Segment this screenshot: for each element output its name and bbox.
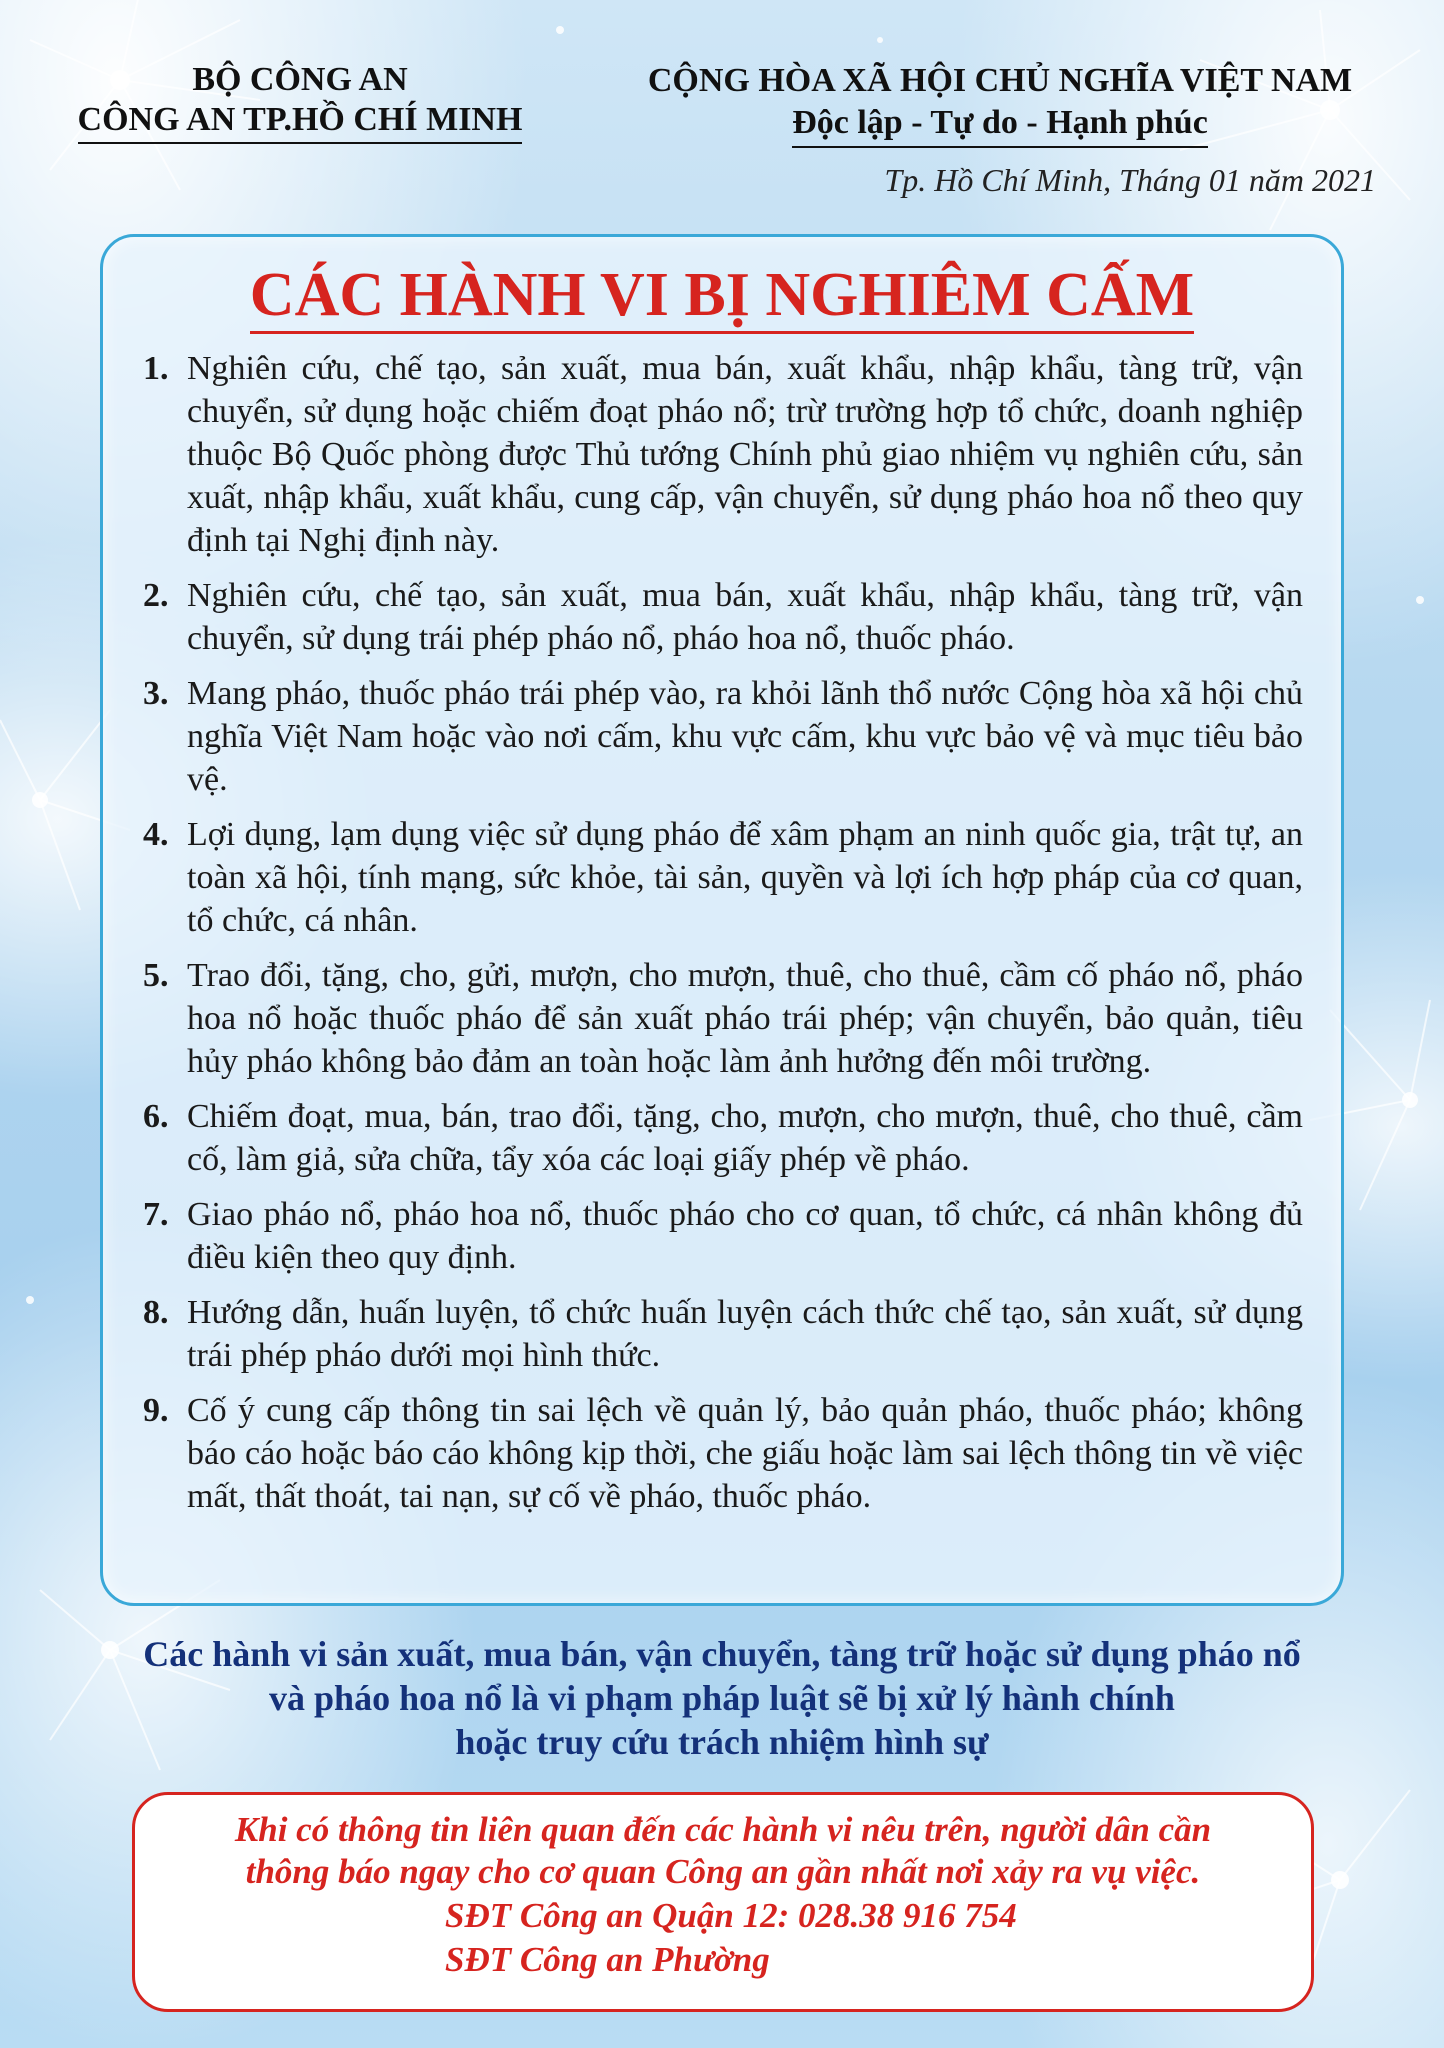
- item-text: Giao pháo nổ, pháo hoa nổ, thuốc pháo cho cơ quan, tổ chức, cá nhân không đủ điều kiện theo quy định.: [187, 1196, 1303, 1276]
- item-number: 1.: [143, 350, 169, 387]
- warning-line: Các hành vi sản xuất, mua bán, vận chuyển, tàng trữ hoặc sử dụng pháo nổ: [143, 1634, 1301, 1674]
- report-notice-box: [132, 1792, 1314, 2012]
- item-number: 8.: [143, 1294, 169, 1331]
- panel-title: [103, 259, 1341, 334]
- list-item: [143, 1095, 1303, 1181]
- prohibited-acts-panel: [100, 234, 1344, 1606]
- item-text: Mang pháo, thuốc pháo trái phép vào, ra khỏi lãnh thổ nước Cộng hòa xã hội chủ nghĩa Việt Nam hoặc vào nơi cấm, khu vực cấm, khu vực bảo vệ và mục tiêu bảo vệ.: [187, 675, 1303, 798]
- warning-line: và pháo hoa nổ là vi phạm pháp luật sẽ bị xử lý hành chính: [269, 1678, 1175, 1718]
- police-department-name: CÔNG AN TP.HỒ CHÍ MINH: [78, 100, 523, 144]
- list-item: [143, 1389, 1303, 1518]
- item-text: Nghiên cứu, chế tạo, sản xuất, mua bán, xuất khẩu, nhập khẩu, tàng trữ, vận chuyển, sử dụng hoặc chiếm đoạt pháo nổ; trừ trường hợp tổ chức, doanh nghiệp thuộc Bộ Quốc phòng được Thủ tướng Chính phủ giao nhiệm vụ nghiên cứu, sản xuất, nhập khẩu, xuất khẩu, cung cấp, vận chuyển, sử dụng pháo hoa nổ theo quy định tại Nghị định này.: [187, 350, 1303, 559]
- prohibited-acts-list: [143, 347, 1303, 1530]
- list-item: [143, 813, 1303, 942]
- legal-warning: [30, 1632, 1414, 1764]
- country-name: CỘNG HÒA XÃ HỘI CHỦ NGHĨA VIỆT NAM: [647, 62, 1353, 99]
- district-police-phone: SĐT Công an Quận 12: 028.38 916 754: [445, 1896, 1017, 1935]
- item-number: 3.: [143, 675, 169, 712]
- ward-police-phone: SĐT Công an Phường: [445, 1940, 770, 1979]
- list-item: [143, 347, 1303, 562]
- item-text: Hướng dẫn, huấn luyện, tổ chức huấn luyện cách thức chế tạo, sản xuất, sử dụng trái phép pháo dưới mọi hình thức.: [187, 1294, 1303, 1374]
- item-text: Trao đổi, tặng, cho, gửi, mượn, cho mượn, thuê, cho thuê, cầm cố pháo nổ, pháo hoa nổ hoặc thuốc pháo để sản xuất pháo trái phép; vận chuyển, bảo quản, tiêu hủy pháo không bảo đảm an toàn hoặc làm ảnh hưởng đến môi trường.: [187, 957, 1303, 1080]
- list-item: [143, 1193, 1303, 1279]
- list-item: [143, 672, 1303, 801]
- ministry-name: BỘ CÔNG AN: [192, 61, 408, 98]
- item-text: Lợi dụng, lạm dụng việc sử dụng pháo để xâm phạm an ninh quốc gia, trật tự, an toàn xã hội, tính mạng, sức khỏe, tài sản, quyền và lợi ích hợp pháp của cơ quan, tổ chức, cá nhân.: [187, 816, 1303, 939]
- panel-title-text: CÁC HÀNH VI BỊ NGHIÊM CẤM: [250, 259, 1194, 334]
- item-number: 4.: [143, 816, 169, 853]
- notice-message: [135, 1809, 1311, 1893]
- notice-line: Khi có thông tin liên quan đến các hành vi nêu trên, người dân cần: [234, 1810, 1212, 1849]
- item-number: 9.: [143, 1392, 169, 1429]
- list-item: [143, 1291, 1303, 1377]
- national-motto: Độc lập - Tự do - Hạnh phúc: [792, 102, 1208, 148]
- list-item: [143, 954, 1303, 1083]
- item-text: Nghiên cứu, chế tạo, sản xuất, mua bán, xuất khẩu, nhập khẩu, tàng trữ, vận chuyển, sử dụng trái phép pháo nổ, pháo hoa nổ, thuốc pháo.: [187, 577, 1303, 657]
- item-text: Chiếm đoạt, mua, bán, trao đổi, tặng, cho, mượn, cho mượn, thuê, cho thuê, cầm cố, làm giả, sửa chữa, tẩy xóa các loại giấy phép về pháo.: [187, 1098, 1303, 1178]
- notice-line: thông báo ngay cho cơ quan Công an gần nhất nơi xảy ra vụ việc.: [245, 1852, 1201, 1891]
- issuer-block: [40, 60, 560, 144]
- list-item: [143, 574, 1303, 660]
- warning-line: hoặc truy cứu trách nhiệm hình sự: [455, 1722, 989, 1762]
- item-text: Cố ý cung cấp thông tin sai lệch về quản lý, bảo quản pháo, thuốc pháo; không báo cáo hoặc báo cáo không kịp thời, che giấu hoặc làm sai lệch thông tin về việc mất, thất thoát, tai nạn, sự cố về pháo, thuốc pháo.: [187, 1392, 1303, 1515]
- item-number: 5.: [143, 957, 169, 994]
- item-number: 6.: [143, 1098, 169, 1135]
- item-number: 2.: [143, 577, 169, 614]
- national-title-block: [600, 60, 1400, 148]
- item-number: 7.: [143, 1196, 169, 1233]
- issue-date: Tp. Hồ Chí Minh, Tháng 01 năm 2021: [884, 162, 1376, 198]
